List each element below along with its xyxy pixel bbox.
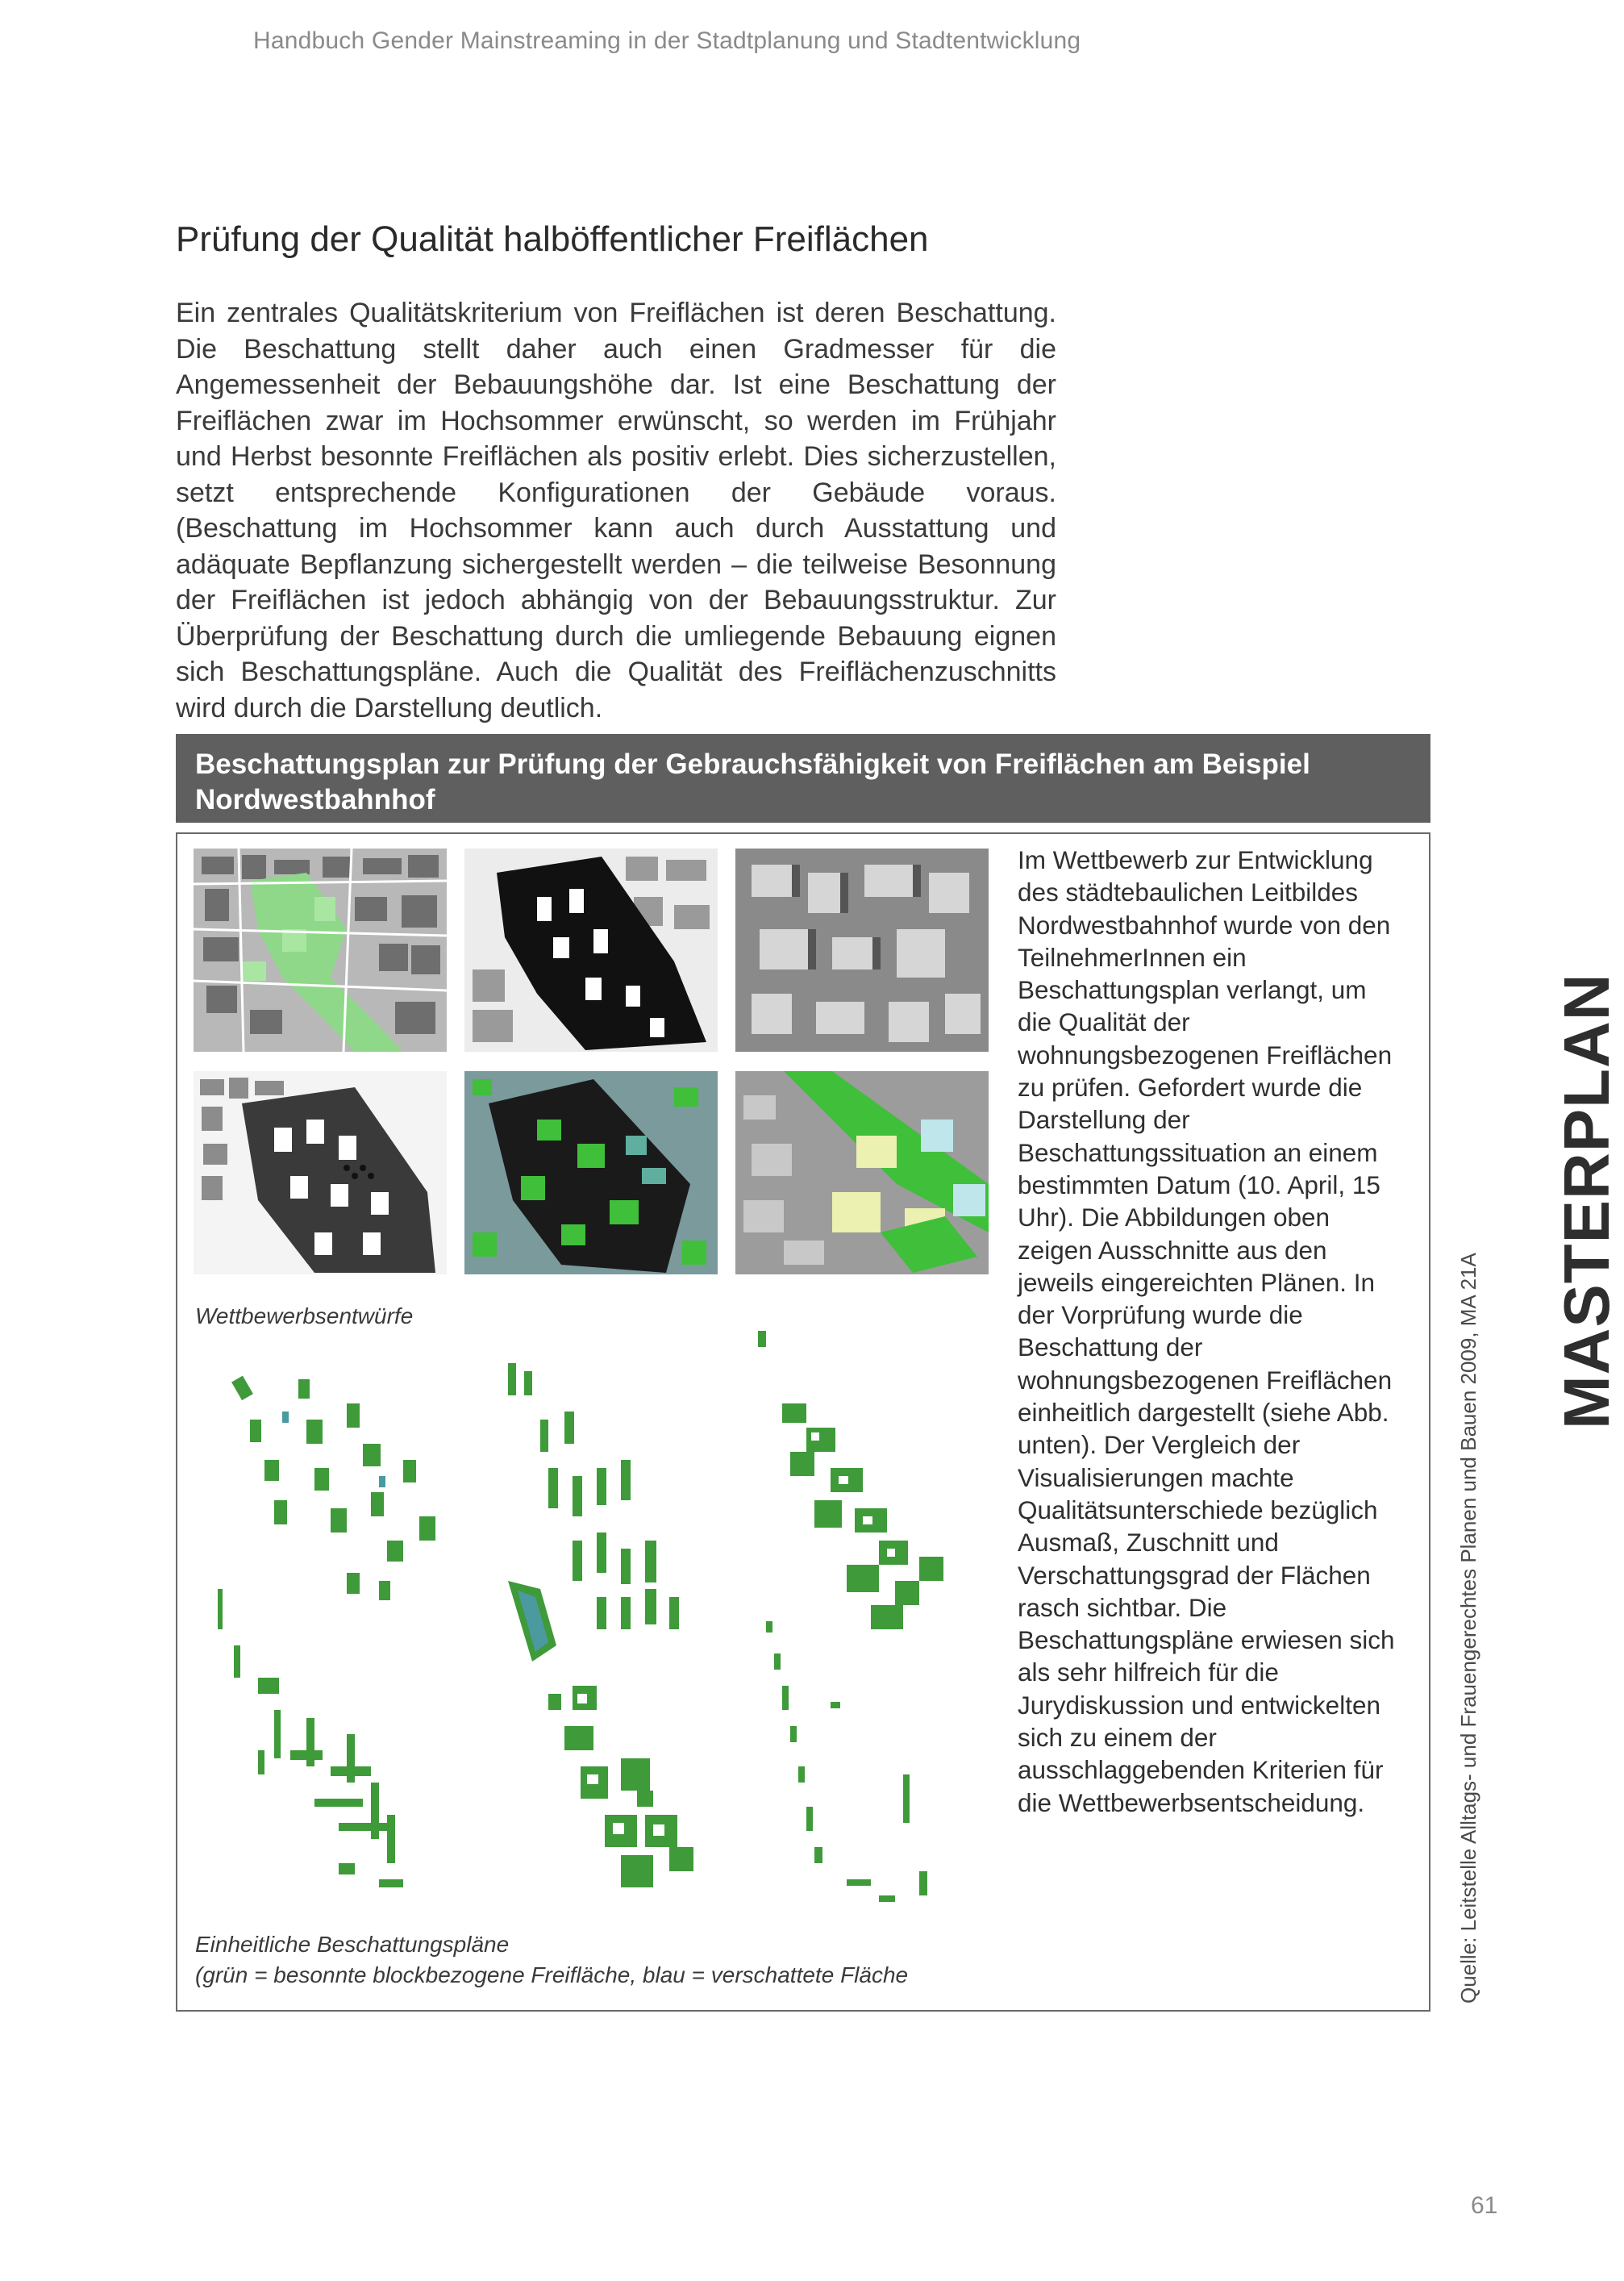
competition-map-4 — [194, 1071, 447, 1274]
caption-shading-plans — [195, 1929, 908, 1991]
source-note: Quelle: Leitstelle Alltags- und Frauengerechtes Planen und Bauen 2009, MA 21A — [1456, 1253, 1480, 2004]
section-title: Prüfung der Qualität halböffentlicher Freiflächen — [176, 219, 929, 259]
competition-map-5 — [464, 1071, 718, 1274]
side-text — [1018, 844, 1406, 1819]
side-text-paragraph: Im Wettbewerb zur Entwicklung des städtebaulichen Leitbildes Nordwestbahnhof wurde von den TeilnehmerInnen ein Beschattungsplan verlangt, um die Qualität der wohnungsbezogenen Freiflächen zu prüfen. Gefordert wurde die Darstellung der Beschattungssituation an einem bestimmten Datum (10. April, 15 Uhr). Die Abbildungen oben zeigen Ausschnitte aus den jeweils eingereichten Plänen. In der Vorprüfung wurde die Beschattung der wohnungsbezogenen Freiflächen einheitlich dargestellt (siehe Abb. unten). Der Vergleich der Visualisierungen machte Qualitätsunterschiede bezüglich Ausmaß, Zuschnitt und Verschattungsgrad der Flächen rasch sichtbar. Die Beschattungspläne erwiesen sich als sehr hilfreich für die Jurydiskussion und entwickelten sich zu einem der ausschlaggebenden Kriterien für die Wettbewerbsentscheidung. — [1018, 845, 1395, 1817]
competition-map-1 — [194, 849, 447, 1052]
caption-shading-plans-line1: Einheitliche Beschattungspläne — [195, 1932, 510, 1957]
caption-competition-entries: Wettbewerbsentwürfe — [195, 1303, 414, 1328]
shading-plan-3 — [750, 1323, 968, 1645]
figure-box-title-line2: Nordwestbahnhof — [195, 784, 435, 815]
figure-box-title-line1: Beschattungsplan zur Prüfung der Gebrauchsfähigkeit von Freiflächen am Beispiel — [195, 749, 1310, 780]
figure-box-header — [176, 734, 1430, 823]
intro-paragraph: Ein zentrales Qualitätskriterium von Freiflächen ist deren Beschattung. Die Beschattung stellt daher auch einen Gradmesser für die Angemessenheit der Bebauungshöhe dar. Ist eine Beschattung der Freiflächen zwar im Hochsommer erwünscht, so werden im Frühjahr und Herbst besonnte Freiflächen als positiv erlebt. Dies sicherzustellen, setzt entsprechende Konfigurationen der Gebäude voraus. (Beschattung im Hochsommer kann auch durch Ausstattung und adäquate Bepflanzung sichergestellt werden – die teilweise Besonnung der Freiflächen ist jedoch abhängig von der Bebauungsstruktur. Zur Überprüfung der Beschattung durch die umliegende Bebauung eignen sich Beschattungspläne. Auch die Qualität des Freiflächenzuschnitts wird durch die Darstellung deutlich. — [176, 298, 1056, 723]
side-tab-label: MASTERPLAN — [1551, 973, 1622, 1429]
shading-plan-5 — [500, 1573, 718, 1904]
shading-plan-4 — [210, 1573, 435, 1904]
running-header: Handbuch Gender Mainstreaming in der Stadtplanung und Stadtentwicklung — [253, 27, 1081, 54]
caption-shading-plans-line2: (grün = besonnte blockbezogene Freifläche, blau = verschattete Fläche — [195, 1962, 909, 1987]
competition-map-6 — [735, 1071, 989, 1274]
page-number: 61 — [1471, 2192, 1498, 2219]
shading-plan-6 — [758, 1605, 968, 1928]
competition-map-2 — [464, 849, 718, 1052]
competition-map-3 — [735, 849, 989, 1052]
